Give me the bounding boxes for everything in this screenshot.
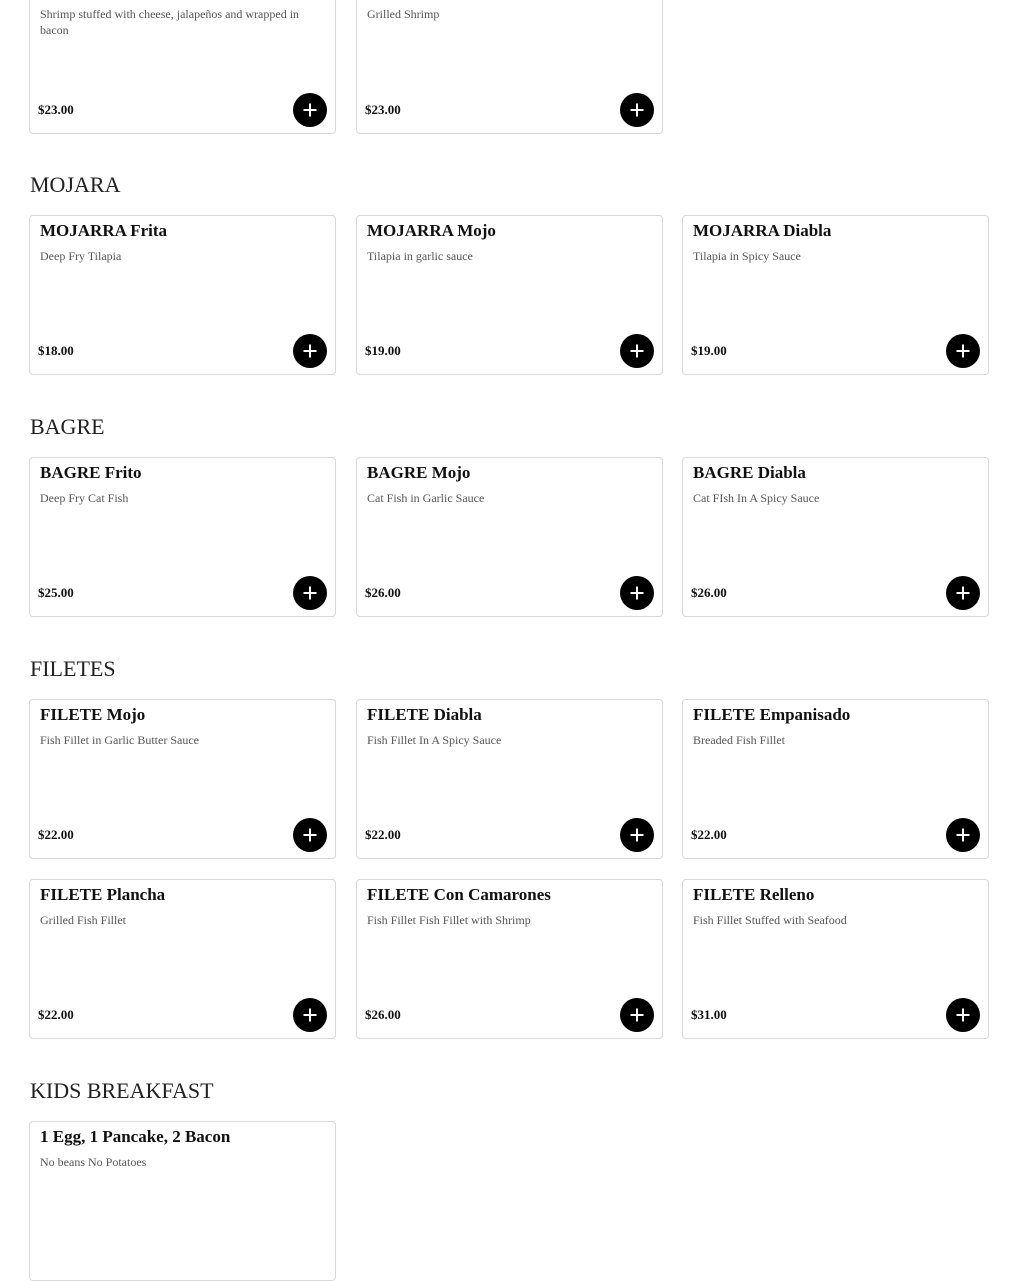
- item-description: Grilled Shrimp: [367, 7, 440, 21]
- add-to-cart-button[interactable]: [620, 576, 654, 610]
- item-price: $19.00: [365, 343, 401, 358]
- item-name: MOJARRA Diabla: [693, 221, 832, 240]
- item-name: FILETE Empanisado: [693, 705, 851, 724]
- item-description: Fish Fillet In A Spicy Sauce: [367, 733, 502, 747]
- add-to-cart-button[interactable]: [293, 93, 327, 127]
- plus-icon: [956, 586, 970, 600]
- item-name: FILETE Mojo: [40, 705, 146, 724]
- plus-icon: [303, 103, 317, 117]
- item-name: FILETE Plancha: [40, 885, 166, 904]
- item-description: Deep Fry Tilapia: [40, 249, 122, 263]
- add-to-cart-button[interactable]: [946, 576, 980, 610]
- item-description: Fish Fillet in Garlic Butter Sauce: [40, 733, 199, 747]
- item-price: $23.00: [38, 102, 74, 117]
- item-price: $19.00: [691, 343, 727, 358]
- item-name: MOJARRA Frita: [40, 221, 168, 240]
- plus-icon: [303, 1008, 317, 1022]
- add-to-cart-button[interactable]: [293, 818, 327, 852]
- add-to-cart-button[interactable]: [946, 998, 980, 1032]
- menu-item-card[interactable]: [356, 0, 663, 134]
- menu-item-card[interactable]: [356, 215, 663, 375]
- item-description: No beans No Potatoes: [40, 1155, 147, 1169]
- item-description: Fish Fillet Fish Fillet with Shrimp: [367, 913, 531, 927]
- item-name: FILETE Con Camarones: [367, 885, 551, 904]
- item-description: Grilled Fish Fillet: [40, 913, 127, 927]
- item-price: $23.00: [365, 102, 401, 117]
- add-to-cart-button[interactable]: [620, 818, 654, 852]
- add-to-cart-button[interactable]: [293, 576, 327, 610]
- item-price: $22.00: [691, 827, 727, 842]
- item-price: $22.00: [38, 827, 74, 842]
- menu-item-card[interactable]: [29, 879, 336, 1039]
- item-description: Fish Fillet Stuffed with Seafood: [693, 913, 847, 927]
- item-description: Cat Fish in Garlic Sauce: [367, 491, 485, 505]
- menu-item-card[interactable]: [29, 0, 336, 134]
- item-price: $26.00: [691, 585, 727, 600]
- menu-item-card[interactable]: [356, 879, 663, 1039]
- menu-item-card[interactable]: [29, 457, 336, 617]
- plus-icon: [630, 828, 644, 842]
- item-price: $26.00: [365, 1007, 401, 1022]
- section-title-kids-breakfast: KIDS BREAKFAST: [30, 1078, 214, 1103]
- plus-icon: [630, 586, 644, 600]
- menu-item-card[interactable]: [356, 457, 663, 617]
- item-name: MOJARRA Mojo: [367, 221, 496, 240]
- item-name: FILETE Relleno: [693, 885, 815, 904]
- plus-icon: [630, 344, 644, 358]
- item-price: $26.00: [365, 585, 401, 600]
- plus-icon: [303, 828, 317, 842]
- item-name: BAGRE Diabla: [693, 463, 806, 482]
- item-name: FILETE Diabla: [367, 705, 482, 724]
- item-description: Tilapia in garlic sauce: [367, 249, 473, 263]
- item-price: $18.00: [38, 343, 74, 358]
- menu-item-card[interactable]: [29, 215, 336, 375]
- item-description: Shrimp stuffed with cheese, jalapeños and wrapped in bacon: [40, 7, 300, 37]
- menu-item-card[interactable]: [29, 1121, 336, 1281]
- item-price: $22.00: [365, 827, 401, 842]
- add-to-cart-button[interactable]: [293, 334, 327, 368]
- add-to-cart-button[interactable]: [946, 818, 980, 852]
- item-description: Cat FIsh In A Spicy Sauce: [693, 491, 820, 505]
- item-name: BAGRE Mojo: [367, 463, 471, 482]
- menu-item-card[interactable]: [682, 215, 989, 375]
- plus-icon: [630, 1008, 644, 1022]
- item-description: Tilapia in Spicy Sauce: [693, 249, 801, 263]
- item-name: 1 Egg, 1 Pancake, 2 Bacon: [40, 1127, 231, 1146]
- item-price: $31.00: [691, 1007, 727, 1022]
- item-description: Breaded Fish Fillet: [693, 733, 785, 747]
- menu-item-card[interactable]: [682, 457, 989, 617]
- plus-icon: [956, 344, 970, 358]
- plus-icon: [303, 586, 317, 600]
- plus-icon: [956, 828, 970, 842]
- add-to-cart-button[interactable]: [293, 998, 327, 1032]
- section-title-filetes: FILETES: [30, 656, 116, 681]
- menu-item-card[interactable]: [356, 699, 663, 859]
- add-to-cart-button[interactable]: [620, 93, 654, 127]
- add-to-cart-button[interactable]: [620, 998, 654, 1032]
- menu-item-card[interactable]: [682, 699, 989, 859]
- item-price: $25.00: [38, 585, 74, 600]
- section-title-mojara: MOJARA: [30, 172, 121, 197]
- plus-icon: [956, 1008, 970, 1022]
- item-description: Deep Fry Cat Fish: [40, 491, 129, 505]
- item-price: $22.00: [38, 1007, 74, 1022]
- menu-item-card[interactable]: [29, 699, 336, 859]
- menu-item-card[interactable]: [682, 879, 989, 1039]
- add-to-cart-button[interactable]: [620, 334, 654, 368]
- section-title-bagre: BAGRE: [30, 414, 105, 439]
- plus-icon: [630, 103, 644, 117]
- item-name: BAGRE Frito: [40, 463, 142, 482]
- add-to-cart-button[interactable]: [946, 334, 980, 368]
- plus-icon: [303, 344, 317, 358]
